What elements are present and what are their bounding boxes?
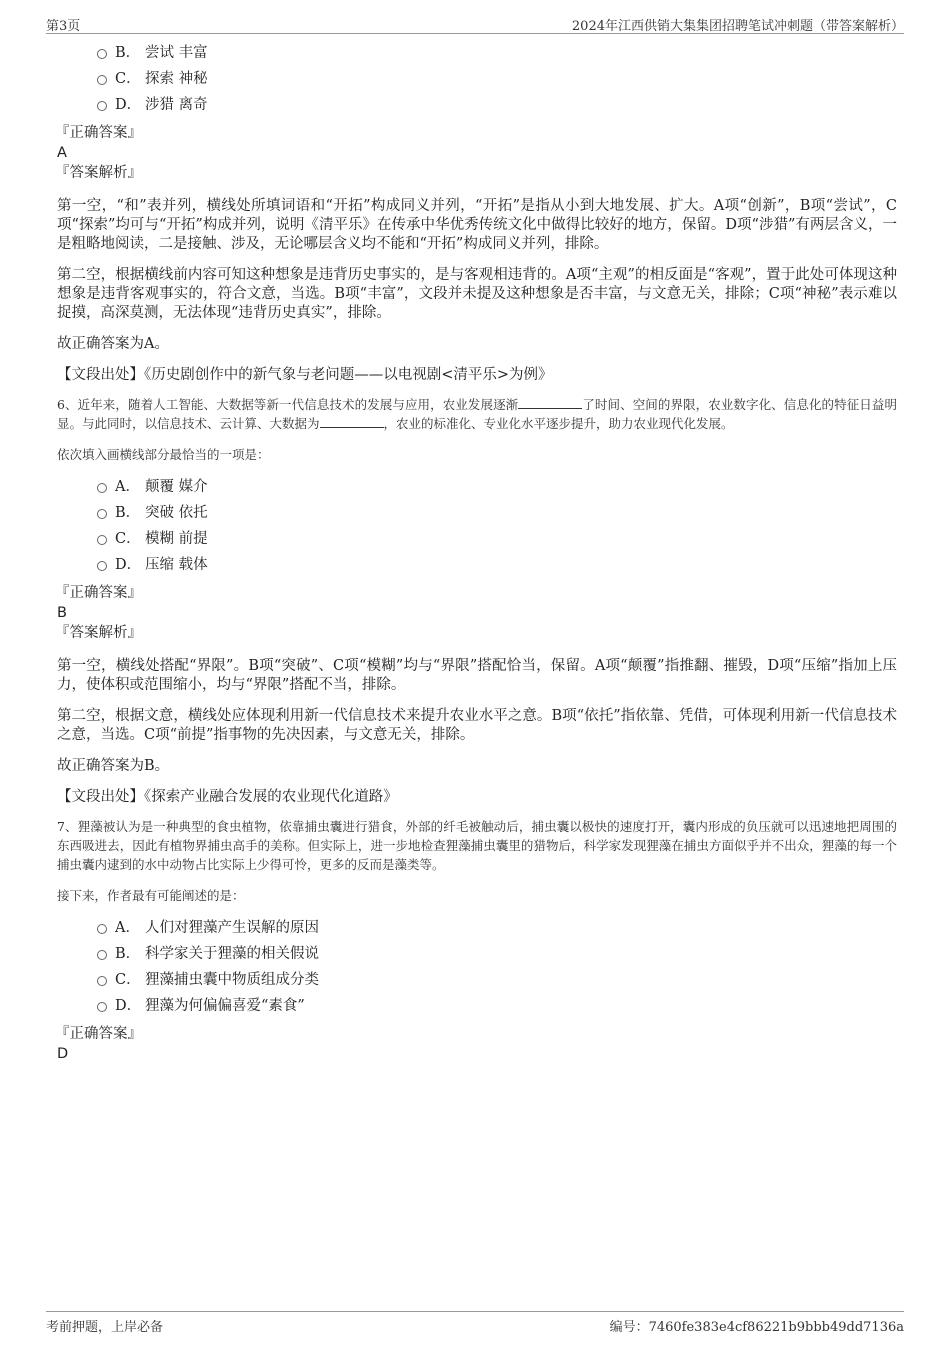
fill-blank: [518, 396, 582, 409]
analysis-paragraph: 第二空，根据横线前内容可知这种想象是违背历史事实的，是与客观相违背的。A项“主观”的相反面是“客观”，置于此处可体现这种想象是违背客观事实的，符合文意，当选。B项“丰富”，文段并未提及这种想象是否丰富，与文意无关，排除；C项“神秘”表示难以捉摸，高深莫测，无法体现“违背历史真实”，排除。: [57, 267, 897, 321]
radio-icon[interactable]: [97, 483, 107, 493]
passage-source: 【文段出处】《探索产业融合发展的农业现代化道路》: [57, 789, 398, 805]
q6-option-b[interactable]: B． 突破 依托: [57, 500, 897, 526]
radio-icon[interactable]: [97, 49, 107, 59]
q7-option-c[interactable]: C． 狸藻捕虫囊中物质组成分类: [57, 967, 897, 993]
analysis-label: 『答案解析』: [55, 165, 142, 181]
question-7-prompt: 接下来，作者最有可能阐述的是：: [57, 888, 245, 903]
q5-option-c[interactable]: C． 探索 神秘: [57, 66, 897, 92]
analysis-paragraph: 第一空，“和”表并列，横线处所填词语和“开拓”构成同义并列，“开拓”是指从小到大地发展、扩大。A项“创新”，B项“尝试”，C项“探索”均可与“开拓”构成并列，说明《清平乐》在传承中华优秀传统文化中做得比较好的地方，保留。D项“涉猎”有两层含义，一是粗略地阅读，二是接触、涉及，无论哪层含义均不能和“开拓”构成同义并列，排除。: [57, 198, 897, 252]
q5-option-d[interactable]: D． 涉猎 离奇: [57, 92, 897, 118]
q7-option-b[interactable]: B． 科学家关于狸藻的相关假说: [57, 941, 897, 967]
analysis-conclusion: 故正确答案为A。: [57, 336, 169, 352]
page-content: [57, 40, 897, 1064]
page-header: [46, 13, 904, 34]
q6-options: [57, 474, 897, 578]
q7-options: [57, 915, 897, 1019]
q7-option-a[interactable]: A． 人们对狸藻产生误解的原因: [57, 915, 897, 941]
q6-option-c[interactable]: C． 模糊 前提: [57, 526, 897, 552]
question-7-stem: 7、狸藻被认为是一种典型的食虫植物，依靠捕虫囊进行猎食，外部的纤毛被触动后，捕虫囊以极快的速度打开，囊内形成的负压就可以迅速地把周围的东西吸进去，因此有植物界捕虫高手的美称。但实际上，进一步地检查狸藻捕虫囊里的猎物后，科学家发现狸藻在捕虫方面似乎并不出众，狸藻的每一个捕虫囊内逮到的水中动物占比实际上少得可怜，更多的反而是藻类等。: [57, 819, 897, 872]
q6-option-a[interactable]: A． 颠覆 媒介: [57, 474, 897, 500]
radio-icon[interactable]: [97, 561, 107, 571]
q5-options: [57, 40, 897, 118]
analysis-conclusion: 故正确答案为B。: [57, 758, 170, 774]
fill-blank: [320, 415, 384, 428]
radio-icon[interactable]: [97, 976, 107, 986]
q5-option-b[interactable]: B． 尝试 丰富: [57, 40, 897, 66]
analysis-paragraph: 第一空，横线处搭配“界限”。B项“突破”、C项“模糊”均与“界限”搭配恰当，保留。A项“颠覆”指推翻、摧毁，D项“压缩”指加上压力，使体积或范围缩小，均与“界限”搭配不当，排除。: [57, 658, 897, 693]
radio-icon[interactable]: [97, 509, 107, 519]
question-6-prompt: 依次填入画横线部分最恰当的一项是：: [57, 447, 270, 462]
question-6-stem: 6、近年来，随着人工智能、大数据等新一代信息技术的发展与应用，农业发展逐渐 了时间、空间的界限，农业数字化、信息化的特征日益明显。与此同时，以信息技术、云计算、大数据为 ，农业的标准化、专业化水平逐步提升，助力农业现代化发展。: [57, 397, 897, 431]
passage-source: 【文段出处】《历史剧创作中的新气象与老问题——以电视剧<清平乐>为例》: [57, 367, 553, 383]
radio-icon[interactable]: [97, 535, 107, 545]
answer-value: D: [57, 1046, 69, 1062]
document-title: 2024年江西供销大集集团招聘笔试冲刺题（带答案解析）: [571, 19, 904, 34]
page-number: 第3页: [46, 19, 81, 34]
answer-label: 『正确答案』: [55, 585, 142, 601]
q7-option-d[interactable]: D． 狸藻为何偏偏喜爱“素食”: [57, 993, 897, 1019]
radio-icon[interactable]: [97, 924, 107, 934]
answer-label: 『正确答案』: [55, 1026, 142, 1042]
footer-slogan: 考前押题，上岸必备: [46, 1320, 164, 1335]
radio-icon[interactable]: [97, 1002, 107, 1012]
answer-value: A: [57, 145, 67, 161]
document-code: 编号：7460fe383e4cf86221b9bbb49dd7136a: [609, 1320, 904, 1335]
analysis-paragraph: 第二空，根据文意，横线处应体现利用新一代信息技术来提升农业水平之意。B项“依托”指依靠、凭借，可体现利用新一代信息技术之意，当选。C项“前提”指事物的先决因素，与文意无关，排除。: [57, 708, 897, 743]
radio-icon[interactable]: [97, 101, 107, 111]
radio-icon[interactable]: [97, 75, 107, 85]
analysis-label: 『答案解析』: [55, 625, 142, 641]
radio-icon[interactable]: [97, 950, 107, 960]
answer-value: B: [57, 605, 67, 621]
answer-label: 『正确答案』: [55, 125, 142, 141]
page-footer: [46, 1311, 904, 1336]
q6-option-d[interactable]: D． 压缩 载体: [57, 552, 897, 578]
